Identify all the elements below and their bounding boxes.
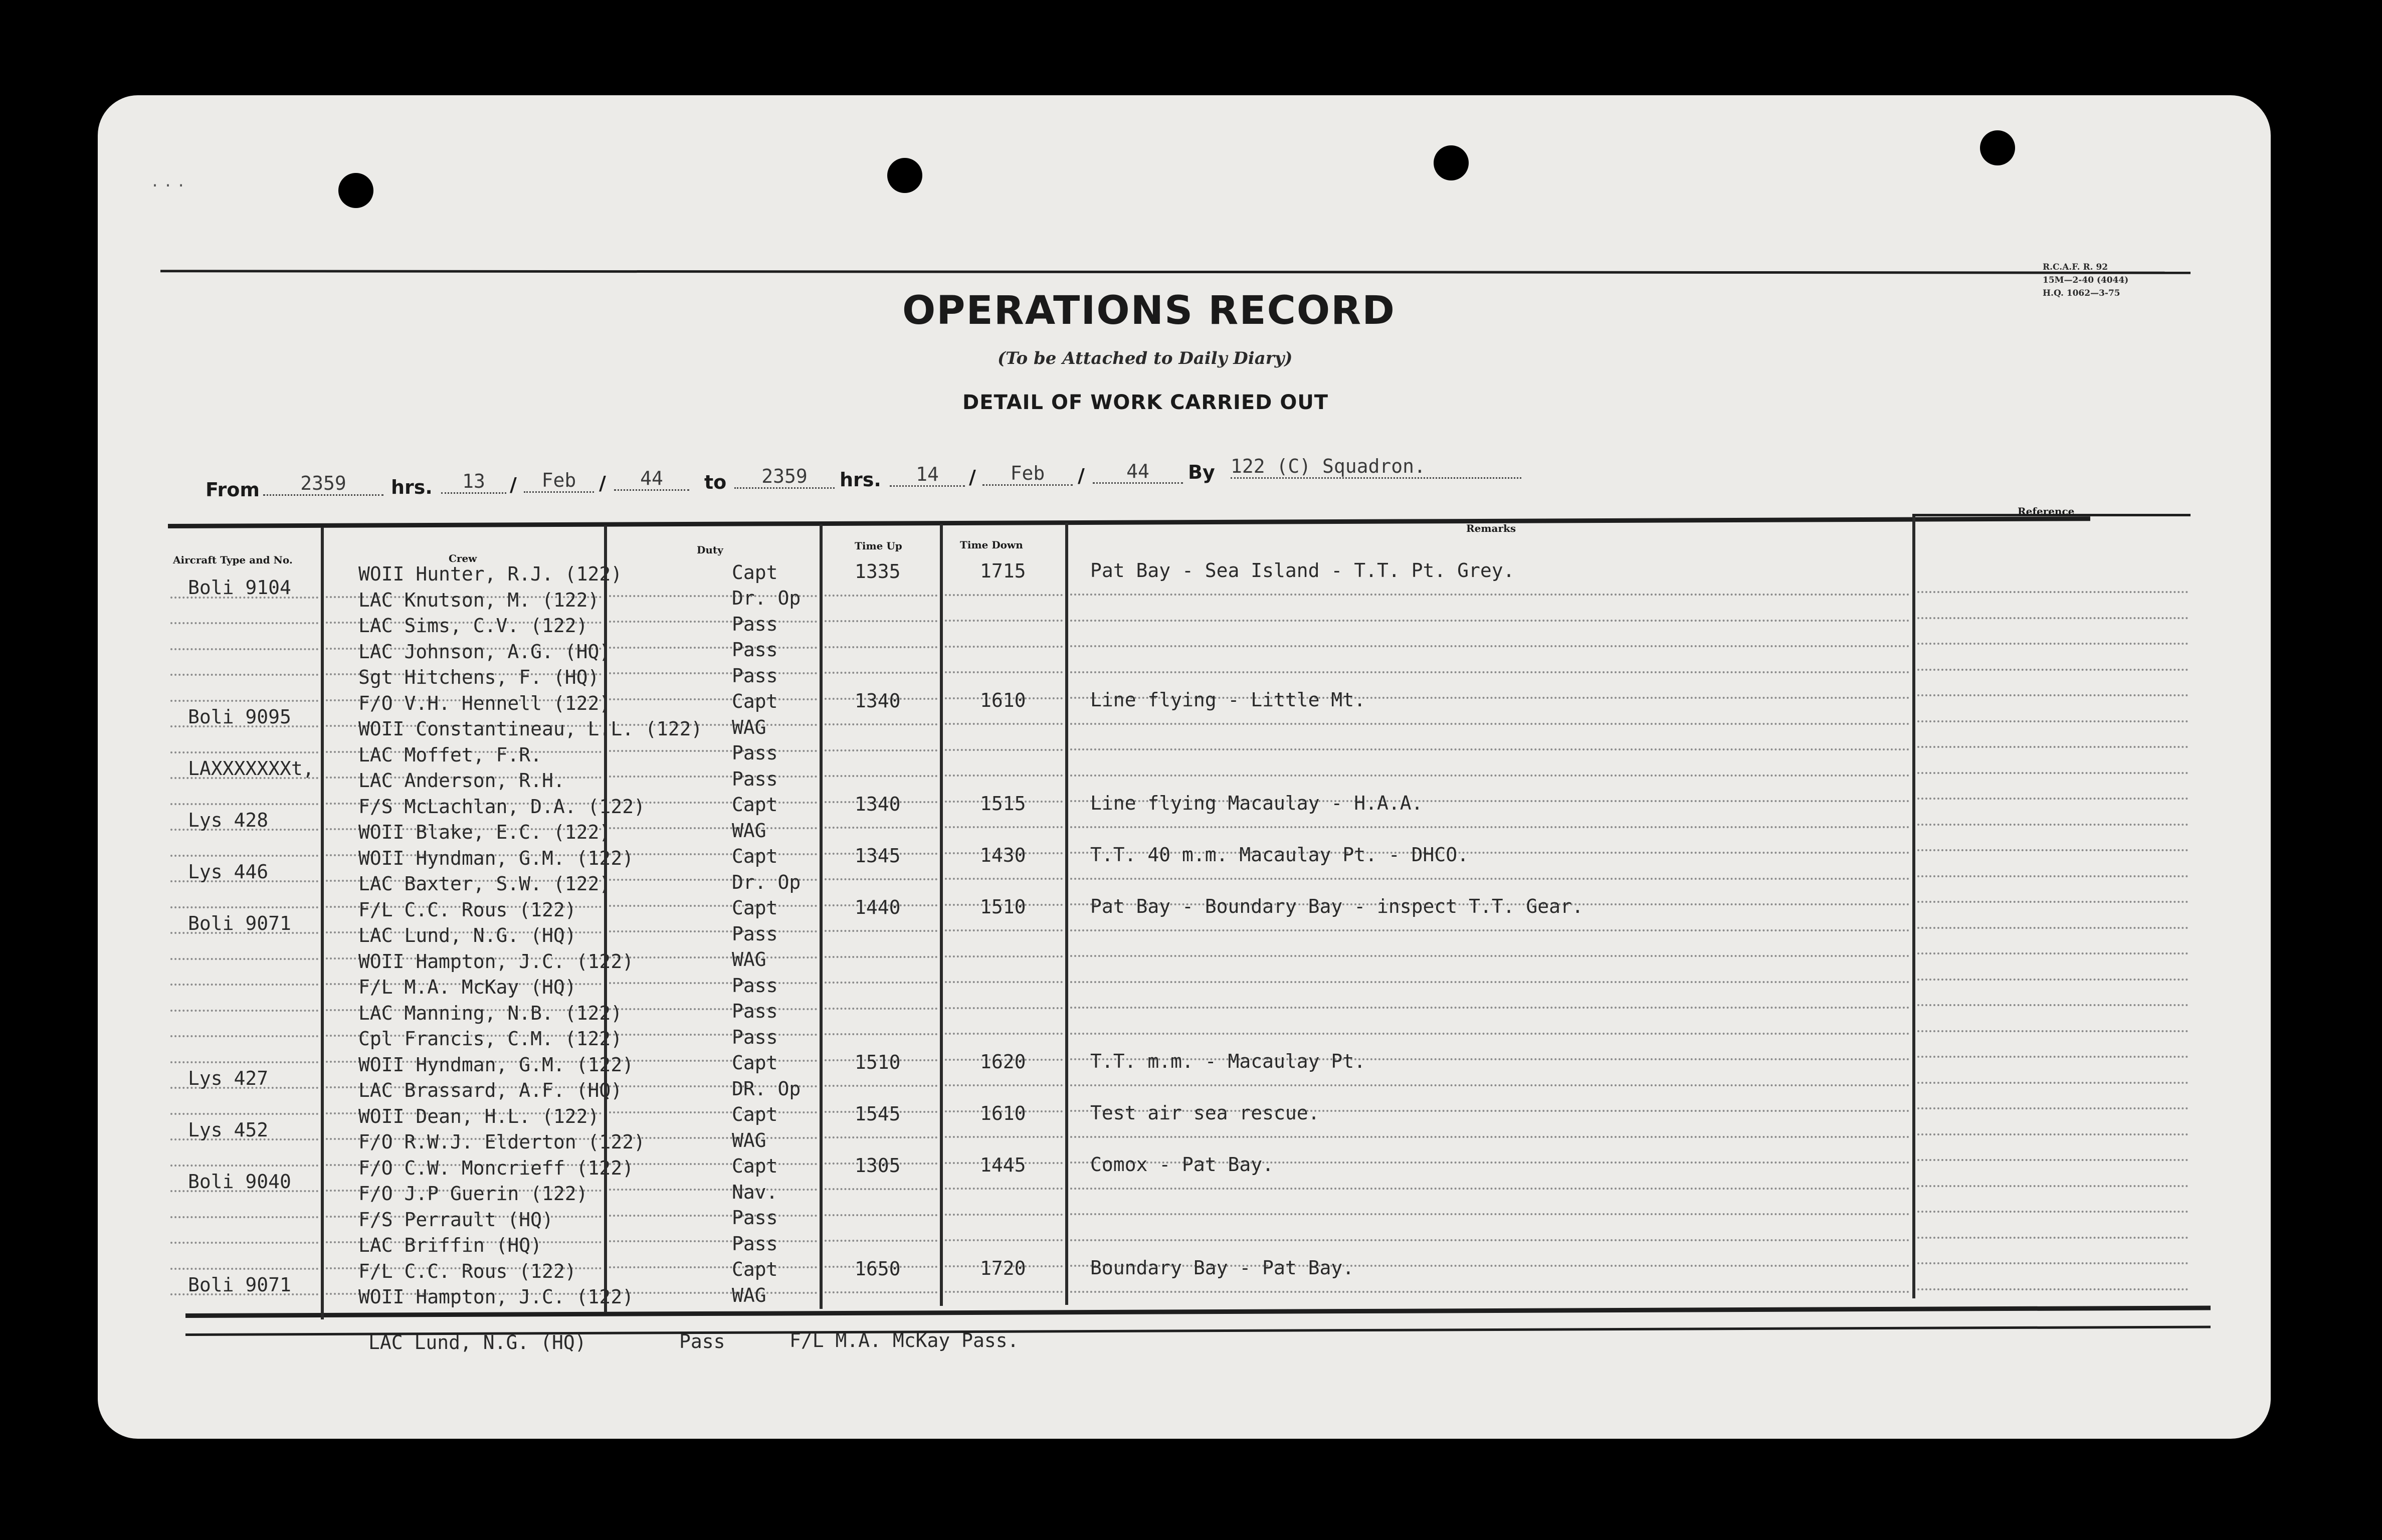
squadron-value: 122 (C) Squadron. xyxy=(1231,455,1521,479)
row-guide-line xyxy=(1070,981,1910,983)
row-guide-line xyxy=(825,1085,937,1087)
from-time: 2359 xyxy=(263,472,383,496)
row-guide-line xyxy=(825,1240,937,1242)
row-guide-line xyxy=(825,878,937,880)
header-remarks: Remarks xyxy=(1466,522,1516,534)
from-year: 44 xyxy=(614,467,689,491)
row-guide-line xyxy=(945,775,1063,777)
crew-cell: WOII Dean, H.L. (122) xyxy=(358,1105,600,1127)
row-guide-line xyxy=(945,1291,1063,1293)
crew-cell: Sgt Hitchens, F. (HQ) xyxy=(358,666,600,689)
remarks-cell: Test air sea rescue. xyxy=(1090,1101,1320,1124)
duty-cell: Capt xyxy=(732,845,778,868)
duty-cell: WAG xyxy=(732,716,766,738)
aircraft-cell: Boli 9095 xyxy=(188,705,291,728)
from-label: From xyxy=(206,479,260,501)
duty-cell: Capt xyxy=(732,1258,778,1281)
time-down-cell: 1445 xyxy=(980,1153,1026,1176)
to-time: 2359 xyxy=(734,465,835,489)
row-guide-line xyxy=(1917,720,2188,722)
row-guide-line xyxy=(170,984,318,986)
row-guide-line xyxy=(170,751,318,753)
row-guide-line xyxy=(1070,826,1910,828)
punch-hole xyxy=(1434,145,1469,180)
time-up-cell: 1440 xyxy=(855,896,901,918)
duty-cell: Capt xyxy=(732,690,778,713)
crew-cell: WOII Blake, E.C. (122) xyxy=(358,821,611,844)
row-guide-line xyxy=(945,1136,1063,1138)
crew-cell: F/O V.H. Hennell (122) xyxy=(358,692,611,714)
row-guide-line xyxy=(825,646,937,648)
crew-cell: F/L M.A. McKay (HQ) xyxy=(358,976,576,999)
duty-cell: Pass xyxy=(732,613,778,635)
crew-cell: WOII Hampton, J.C. (122) xyxy=(358,950,634,973)
crew-cell: F/L C.C. Rous (122) xyxy=(358,1260,576,1282)
row-guide-line xyxy=(945,1033,1063,1035)
row-guide-line xyxy=(1917,849,2188,851)
aircraft-cell: Boli 9071 xyxy=(188,912,291,934)
row-guide-line xyxy=(609,1240,817,1242)
to-month: Feb xyxy=(982,462,1073,486)
row-guide-line xyxy=(1917,824,2188,826)
row-guide-line xyxy=(609,698,817,700)
row-guide-line xyxy=(1070,748,1910,750)
row-guide-line xyxy=(1917,772,2188,774)
row-guide-line xyxy=(1070,1213,1910,1215)
time-up-cell: 1545 xyxy=(855,1102,901,1125)
row-guide-line xyxy=(609,621,817,623)
row-guide-line xyxy=(170,958,318,960)
duty-cell: Pass xyxy=(732,922,778,945)
row-guide-line xyxy=(1917,875,2188,877)
aircraft-cell: Lys 452 xyxy=(188,1118,269,1141)
time-down-cell: 1715 xyxy=(980,560,1026,583)
aircraft-cell: Lys 427 xyxy=(188,1067,269,1089)
duty-cell: WAG xyxy=(732,948,766,971)
row-guide-line xyxy=(825,1291,937,1293)
remarks-cell: Line flying Macaulay - H.A.A. xyxy=(1090,792,1423,814)
remarks-cell: Line flying - Little Mt. xyxy=(1090,688,1366,711)
row-guide-line xyxy=(1070,1291,1910,1293)
row-guide-line xyxy=(609,647,817,649)
row-guide-line xyxy=(609,956,817,958)
to-label: to xyxy=(704,471,727,493)
remarks-cell: Pat Bay - Boundary Bay - inspect T.T. Gear. xyxy=(1090,895,1583,917)
row-guide-line xyxy=(945,1188,1063,1190)
punch-hole xyxy=(338,173,373,208)
crew-cell: LAC Sims, C.V. (122) xyxy=(358,615,588,637)
row-guide-line xyxy=(945,646,1063,648)
row-guide-line xyxy=(945,1084,1063,1086)
punch-hole xyxy=(887,158,922,193)
duty-cell: Pass xyxy=(732,1232,778,1255)
row-guide-line xyxy=(1917,643,2188,645)
row-guide-line xyxy=(1070,620,1910,622)
row-guide-line xyxy=(1917,1056,2188,1058)
row-guide-line xyxy=(170,855,318,857)
time-down-cell: 1610 xyxy=(980,689,1026,711)
row-guide-line xyxy=(1070,878,1910,880)
time-up-cell: 1305 xyxy=(855,1154,901,1177)
row-guide-line xyxy=(609,1008,817,1010)
row-guide-line xyxy=(825,1136,937,1138)
duty-cell: Capt xyxy=(732,897,778,919)
row-guide-line xyxy=(1070,671,1910,673)
from-month: Feb xyxy=(524,469,594,493)
duty-cell: Pass xyxy=(732,1000,778,1023)
row-guide-line xyxy=(170,1061,318,1063)
row-guide-line xyxy=(170,1010,318,1012)
row-guide-line xyxy=(945,981,1063,983)
row-guide-line xyxy=(609,750,817,752)
row-guide-line xyxy=(825,723,937,725)
row-guide-line xyxy=(945,620,1063,622)
detail-heading: DETAIL OF WORK CARRIED OUT xyxy=(962,391,1329,414)
row-guide-line xyxy=(1917,798,2188,800)
row-guide-line xyxy=(170,1242,318,1244)
crew-cell: LAC Baxter, S.W. (122) xyxy=(358,873,611,895)
row-guide-line xyxy=(1917,1262,2188,1264)
row-guide-line xyxy=(945,878,1063,880)
row-guide-line xyxy=(825,1033,937,1035)
duty-cell: Dr. Op xyxy=(732,871,801,893)
duty-cell: Capt xyxy=(732,794,778,816)
page-subtitle: (To be Attached to Daily Diary) xyxy=(998,348,1293,368)
row-guide-line xyxy=(170,700,318,702)
row-guide-line xyxy=(1070,955,1910,957)
row-guide-line xyxy=(825,956,937,958)
time-up-cell: 1340 xyxy=(855,689,901,712)
to-year: 44 xyxy=(1093,460,1183,484)
duty-cell: Pass xyxy=(679,1330,725,1353)
time-down-cell: 1620 xyxy=(980,1050,1026,1073)
row-guide-line xyxy=(1917,1185,2188,1187)
slash: / xyxy=(969,466,976,488)
dot-marks: ... xyxy=(150,173,190,190)
row-guide-line xyxy=(1070,1033,1910,1035)
crew-cell: F/O J.P Guerin (122) xyxy=(358,1183,588,1205)
header-duty: Duty xyxy=(697,544,723,556)
header-time-up: Time Up xyxy=(855,540,902,552)
duty-cell: Capt xyxy=(732,561,778,584)
row-guide-line xyxy=(1917,901,2188,903)
duty-cell: WAG xyxy=(732,1129,766,1151)
row-guide-line xyxy=(609,1034,817,1036)
crew-cell: F/O C.W. Moncrieff (122) xyxy=(358,1157,634,1179)
row-guide-line xyxy=(1917,1082,2188,1084)
duty-cell: Pass xyxy=(732,1026,778,1048)
row-guide-line xyxy=(1917,979,2188,981)
duty-cell: DR. Op xyxy=(732,1077,801,1100)
duty-cell: Pass xyxy=(732,639,778,661)
operations-record-card xyxy=(98,95,2271,1439)
crew-cell: LAC Lund, N.G. (HQ) xyxy=(368,1331,586,1354)
row-guide-line xyxy=(170,1113,318,1115)
time-down-cell: 1720 xyxy=(980,1257,1026,1279)
crew-cell-extra: F/L M.A. McKay Pass. xyxy=(789,1329,1019,1352)
time-down-cell: 1610 xyxy=(980,1102,1026,1124)
row-guide-line xyxy=(825,672,937,674)
row-guide-line xyxy=(1917,1211,2188,1213)
row-guide-line xyxy=(170,803,318,805)
row-guide-line xyxy=(945,929,1063,931)
row-guide-line xyxy=(825,982,937,984)
remarks-cell: Boundary Bay - Pat Bay. xyxy=(1090,1256,1354,1279)
remarks-cell: Comox - Pat Bay. xyxy=(1090,1153,1274,1176)
time-up-cell: 1650 xyxy=(855,1257,901,1280)
duty-cell: Nav. xyxy=(732,1181,778,1203)
crew-cell: LAC Briffin (HQ) xyxy=(358,1234,542,1257)
crew-cell: Cpl Francis, C.M. (122) xyxy=(358,1028,623,1050)
top-rule xyxy=(160,270,2191,274)
header-time-down: Time Down xyxy=(960,539,1023,551)
time-down-cell: 1515 xyxy=(980,792,1026,815)
row-guide-line xyxy=(1917,1004,2188,1006)
aircraft-cell: Boli 9071 xyxy=(188,1273,291,1296)
remarks-cell: Pat Bay - Sea Island - T.T. Pt. Grey. xyxy=(1090,559,1515,582)
time-up-cell: 1510 xyxy=(855,1051,901,1073)
row-guide-line xyxy=(1917,1133,2188,1135)
slash: / xyxy=(1078,465,1085,487)
row-guide-line xyxy=(825,1214,937,1216)
page-title: OPERATIONS RECORD xyxy=(902,288,1396,333)
crew-cell: F/O R.W.J. Elderton (122) xyxy=(358,1131,645,1153)
row-guide-line xyxy=(825,620,937,622)
by-label: By xyxy=(1188,461,1215,483)
row-guide-line xyxy=(825,775,937,777)
aircraft-cell: Boli 9040 xyxy=(188,1170,291,1193)
row-guide-line xyxy=(1917,1159,2188,1161)
aircraft-cell: Boli 9104 xyxy=(188,576,291,599)
duty-cell: Capt xyxy=(732,1052,778,1074)
row-guide-line xyxy=(609,905,817,907)
row-guide-line xyxy=(1070,1084,1910,1086)
row-guide-line xyxy=(1917,694,2188,696)
row-guide-line xyxy=(609,827,817,829)
row-guide-line xyxy=(825,1008,937,1010)
row-guide-line xyxy=(1070,1007,1910,1009)
duty-cell: Pass xyxy=(732,767,778,790)
row-guide-line xyxy=(1917,1107,2188,1109)
row-guide-line xyxy=(825,595,937,597)
row-guide-line xyxy=(170,1035,318,1037)
row-guide-line xyxy=(609,1163,817,1165)
row-guide-line xyxy=(1070,929,1910,931)
row-guide-line xyxy=(1070,645,1910,647)
aircraft-cell: LAXXXXXXXt, xyxy=(188,757,314,780)
header-reference: Reference xyxy=(2018,505,2075,517)
row-guide-line xyxy=(825,827,937,829)
time-down-cell: 1510 xyxy=(980,895,1026,918)
row-guide-line xyxy=(609,776,817,778)
aircraft-cell: Lys 446 xyxy=(188,860,269,883)
duty-cell: Dr. Op xyxy=(732,587,801,610)
duty-cell: Capt xyxy=(732,1103,778,1126)
row-guide-line xyxy=(609,1266,817,1268)
row-guide-line xyxy=(1070,1239,1910,1241)
crew-cell: LAC Manning, N.B. (122) xyxy=(358,1002,623,1024)
to-day: 14 xyxy=(890,463,965,487)
row-guide-line xyxy=(170,1216,318,1218)
crew-cell: LAC Knutson, M. (122) xyxy=(358,589,600,611)
row-guide-line xyxy=(945,671,1063,673)
col-divider xyxy=(321,527,324,1319)
row-guide-line xyxy=(1070,723,1910,725)
row-guide-line xyxy=(825,930,937,932)
duty-cell: Pass xyxy=(732,742,778,764)
hrs-label-2: hrs. xyxy=(840,469,881,491)
row-guide-line xyxy=(1070,594,1910,596)
row-guide-line xyxy=(1917,1030,2188,1032)
crew-cell: WOII Hunter, R.J. (122) xyxy=(358,563,623,586)
header-aircraft: Aircraft Type and No. xyxy=(173,554,293,566)
row-guide-line xyxy=(170,1165,318,1167)
duty-cell: Pass xyxy=(732,664,778,687)
row-guide-line xyxy=(945,826,1063,828)
row-guide-line xyxy=(1917,591,2188,593)
row-guide-line xyxy=(1917,927,2188,929)
col-divider xyxy=(820,524,823,1309)
row-guide-line xyxy=(170,1268,318,1270)
from-day: 13 xyxy=(441,470,506,494)
row-guide-line xyxy=(1917,669,2188,671)
row-guide-line xyxy=(825,749,937,751)
header-crew: Crew xyxy=(449,552,477,564)
crew-cell: LAC Brassard, A.F. (HQ) xyxy=(358,1079,623,1102)
row-guide-line xyxy=(1070,1188,1910,1190)
row-guide-line xyxy=(609,1060,817,1062)
row-guide-line xyxy=(170,674,318,676)
row-guide-line xyxy=(170,648,318,650)
punch-hole xyxy=(1980,130,2015,165)
time-up-cell: 1335 xyxy=(855,560,901,583)
row-guide-line xyxy=(945,723,1063,725)
duty-cell: Capt xyxy=(732,1155,778,1178)
col-divider xyxy=(1065,523,1068,1305)
row-guide-line xyxy=(609,1292,817,1294)
time-up-cell: 1340 xyxy=(855,793,901,815)
row-guide-line xyxy=(609,982,817,984)
row-guide-line xyxy=(1070,775,1910,777)
slash: / xyxy=(599,472,606,494)
row-guide-line xyxy=(170,622,318,624)
row-guide-line xyxy=(609,930,817,932)
row-guide-line xyxy=(1917,952,2188,954)
row-guide-line xyxy=(1917,617,2188,619)
crew-cell: F/S McLachlan, D.A. (122) xyxy=(358,795,645,818)
remarks-cell: T.T. 40 m.m. Macaulay Pt. - DHCO. xyxy=(1090,843,1469,866)
row-guide-line xyxy=(945,1214,1063,1216)
row-guide-line xyxy=(1070,1136,1910,1138)
crew-cell: LAC Lund, N.G. (HQ) xyxy=(358,924,576,947)
row-guide-line xyxy=(170,906,318,908)
aircraft-cell: Lys 428 xyxy=(188,809,269,831)
row-guide-line xyxy=(1917,1288,2188,1290)
row-guide-line xyxy=(1917,1237,2188,1239)
row-guide-line xyxy=(609,672,817,674)
slash: / xyxy=(510,474,517,496)
crew-cell: LAC Johnson, A.G. (HQ) xyxy=(358,640,611,663)
crew-cell: WOII Constantineau, L.L. (122) xyxy=(358,718,703,740)
row-guide-line xyxy=(1917,746,2188,748)
crew-cell: F/L C.C. Rous (122) xyxy=(358,898,576,921)
row-guide-line xyxy=(825,1188,937,1190)
crew-cell: WOII Hampton, J.C. (122) xyxy=(358,1286,634,1308)
row-guide-line xyxy=(945,749,1063,751)
row-guide-line xyxy=(945,1007,1063,1009)
crew-cell: WOII Hyndman, G.M. (122) xyxy=(358,1053,634,1076)
row-guide-line xyxy=(609,1215,817,1217)
row-guide-line xyxy=(945,1239,1063,1241)
crew-cell: WOII Hyndman, G.M. (122) xyxy=(358,847,634,869)
hrs-label: hrs. xyxy=(391,476,433,498)
remarks-cell: T.T. m.m. - Macaulay Pt. xyxy=(1090,1050,1366,1072)
crew-cell: LAC Moffet, F.R. xyxy=(358,743,542,766)
col-divider xyxy=(1912,516,1915,1298)
table-top-rule xyxy=(168,516,2090,528)
row-guide-line xyxy=(609,853,817,855)
row-guide-line xyxy=(945,594,1063,596)
duty-cell: Pass xyxy=(732,1207,778,1229)
form-code: R.C.A.F. R. 92 15M—2-40 (4044) H.Q. 1062—3-75 xyxy=(2043,262,2129,298)
row-guide-line xyxy=(609,1111,817,1113)
row-guide-line xyxy=(609,1189,817,1191)
row-guide-line xyxy=(945,955,1063,957)
crew-cell: F/S Perrault (HQ) xyxy=(358,1208,553,1231)
col-divider xyxy=(940,524,943,1306)
crew-cell: LAC Anderson, R.H. xyxy=(358,769,565,792)
duty-cell: WAG xyxy=(732,1284,766,1306)
time-up-cell: 1345 xyxy=(855,844,901,867)
duty-cell: Pass xyxy=(732,974,778,997)
duty-cell: WAG xyxy=(732,819,766,842)
time-down-cell: 1430 xyxy=(980,844,1026,866)
